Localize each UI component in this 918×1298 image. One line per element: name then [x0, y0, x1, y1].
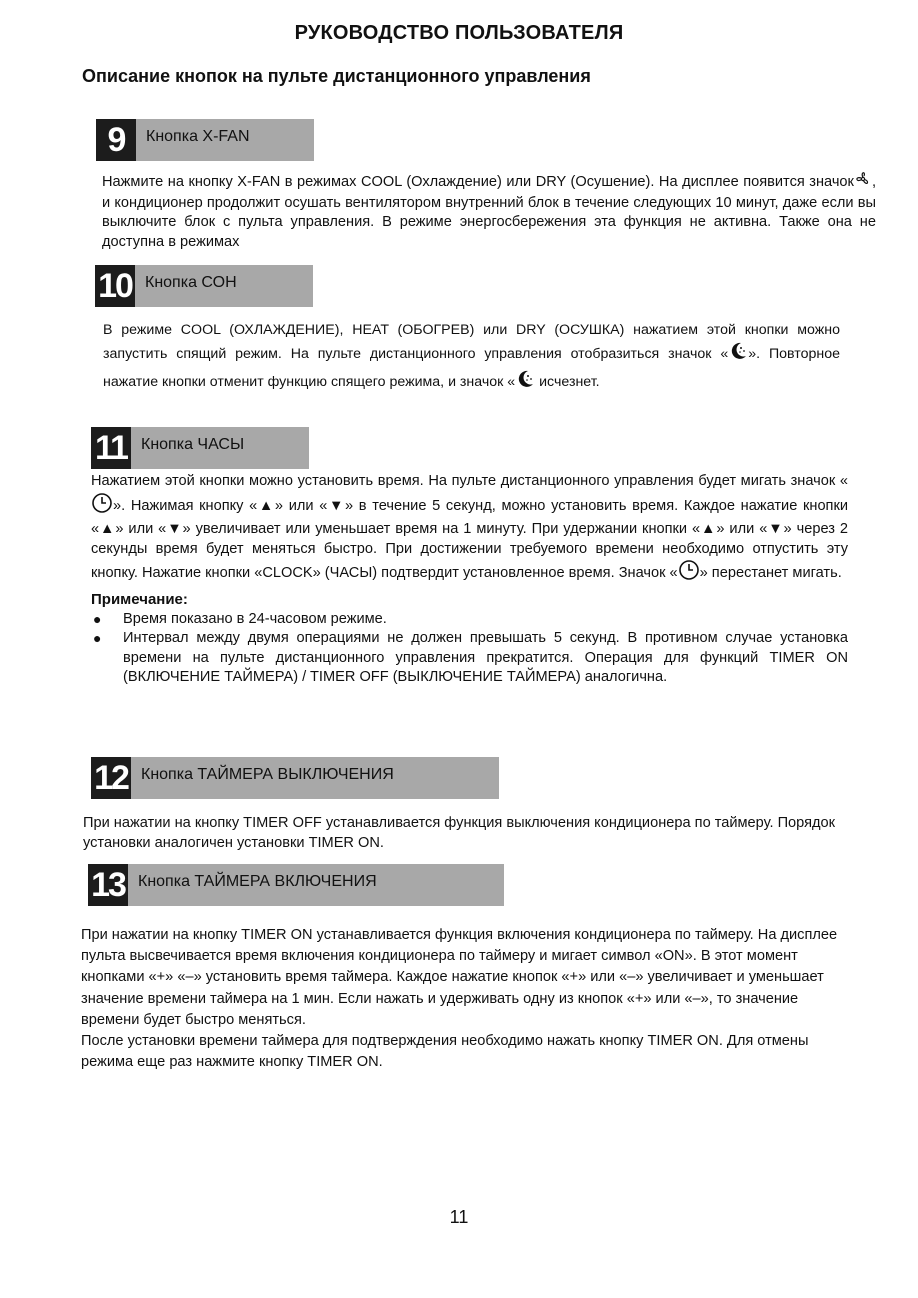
section-10-text: В режиме COOL (ОХЛАЖДЕНИЕ), HEAT (ОБОГРЕВ) или DRY (ОСУШКА) нажатием этой кнопки можно запустить спящий режим. На пульте дистанционного управления отобразиться значок « ». Повторное нажатие кнопки отменит функцию спящего режима, и значок « исчезнет.: [103, 320, 840, 396]
section-12-header: [91, 757, 499, 799]
section-11-header: [91, 427, 309, 469]
list-item: ● Интервал между двумя операциями не должен превышать 5 секунд. В противном случае установка времени на пульте дистанционного управления прекратится. Операция для функций TIMER ON (ВКЛЮЧЕНИЕ ТАЙМЕРА) / TIMER OFF (ВЫКЛЮЧЕНИЕ ТАЙМЕРА) аналогична.: [93, 630, 848, 686]
section-13-text: При нажатии на кнопку TIMER ON устанавливается функция включения кондиционера по таймеру. На дисплее пульта высвечивается время включения кондиционера по таймеру и мигает символ «ON». В этот момент кнопками «+» «–» установить время таймера. Каждое нажатие кнопок «+» или «–» увеличивает и уменьшает значение времени таймера на 1 мин. Если нажать и удерживать одну из кнопок «+» или «–», то значение времени будет быстро меняться. После установки времени таймера для подтверждения необходимо нажать кнопку TIMER ON. Для отмены режима еще раз нажмите кнопку TIMER ON.: [81, 927, 838, 1071]
sleep-moon-icon: [515, 368, 535, 396]
document-title: РУКОВОДСТВО ПОЛЬЗОВАТЕЛЯ: [294, 22, 624, 44]
note-title: Примечание:: [91, 590, 188, 608]
section-13-header: [88, 864, 504, 906]
section-number: 9: [96, 119, 136, 161]
section-subtitle: Описание кнопок на пульте дистанционного управления: [82, 66, 591, 86]
fan-icon: [854, 171, 872, 194]
section-9-text: Нажмите на кнопку X-FAN в режимах COOL (Охлаждение) или DRY (Осушение). На дисплее появится значок , и кондиционер продолжит осушать вентилятором внутренний блок в течение следующих 10 минут, даже если вы выключите блок с пульта управления. В режиме энергосбережения эта функция не активна. Также она не доступна в режимах: [102, 171, 876, 252]
clock-icon: [91, 492, 113, 521]
section-number: 13: [88, 864, 128, 906]
section-label: Кнопка ТАЙМЕРА ВЫКЛЮЧЕНИЯ: [131, 757, 499, 799]
section-9-header: [96, 119, 314, 161]
section-number: 12: [91, 757, 131, 799]
section-label: Кнопка ТАЙМЕРА ВКЛЮЧЕНИЯ: [128, 864, 504, 906]
list-item: ● Время показано в 24-часовом режиме.: [93, 610, 387, 627]
sleep-moon-icon: [728, 340, 748, 368]
section-10-header: [95, 265, 313, 307]
section-number: 10: [95, 265, 135, 307]
clock-icon: [678, 559, 700, 588]
section-label: Кнопка СОН: [135, 265, 313, 307]
section-label: Кнопка X-FAN: [136, 119, 314, 161]
section-label: Кнопка ЧАСЫ: [131, 427, 309, 469]
section-12-text: При нажатии на кнопку TIMER OFF устанавливается функция выключения кондиционера по таймеру. Порядок установки аналогичен установки TIMER ON.: [83, 815, 836, 851]
section-11-text: Нажатием этой кнопки можно установить время. На пульте дистанционного управления будет мигать значок «». Нажимая кнопку «▲» или «▼» в течение 5 секунд, можно установить время. Каждое нажатие кнопки «▲» или «▼» увеличивает или уменьшает время на 1 минуту. При удержании кнопки «▲» или «▼» через 2 секунды время будет меняться быстро. При достижении требуемого времени необходимо отпустить эту кнопку. Нажатие кнопки «CLOCK» (ЧАСЫ) подтвердит установленное время. Значок « » перестанет мигать. Примечание: ● Время показано в 24-часовом режиме. ● Интервал между двумя операциями не должен превышать 5 секунд. В противном случае установка времени на пульте дистанционного управления прекратится. Операция для функций TIMER ON (ВКЛЮЧЕНИЕ ТАЙМЕРА) / TIMER OFF (ВЫКЛЮЧЕНИЕ ТАЙМЕРА) аналогична.: [91, 472, 848, 688]
page-number: 11: [449, 1207, 469, 1227]
note-list: [91, 610, 848, 688]
section-number: 11: [91, 427, 131, 469]
